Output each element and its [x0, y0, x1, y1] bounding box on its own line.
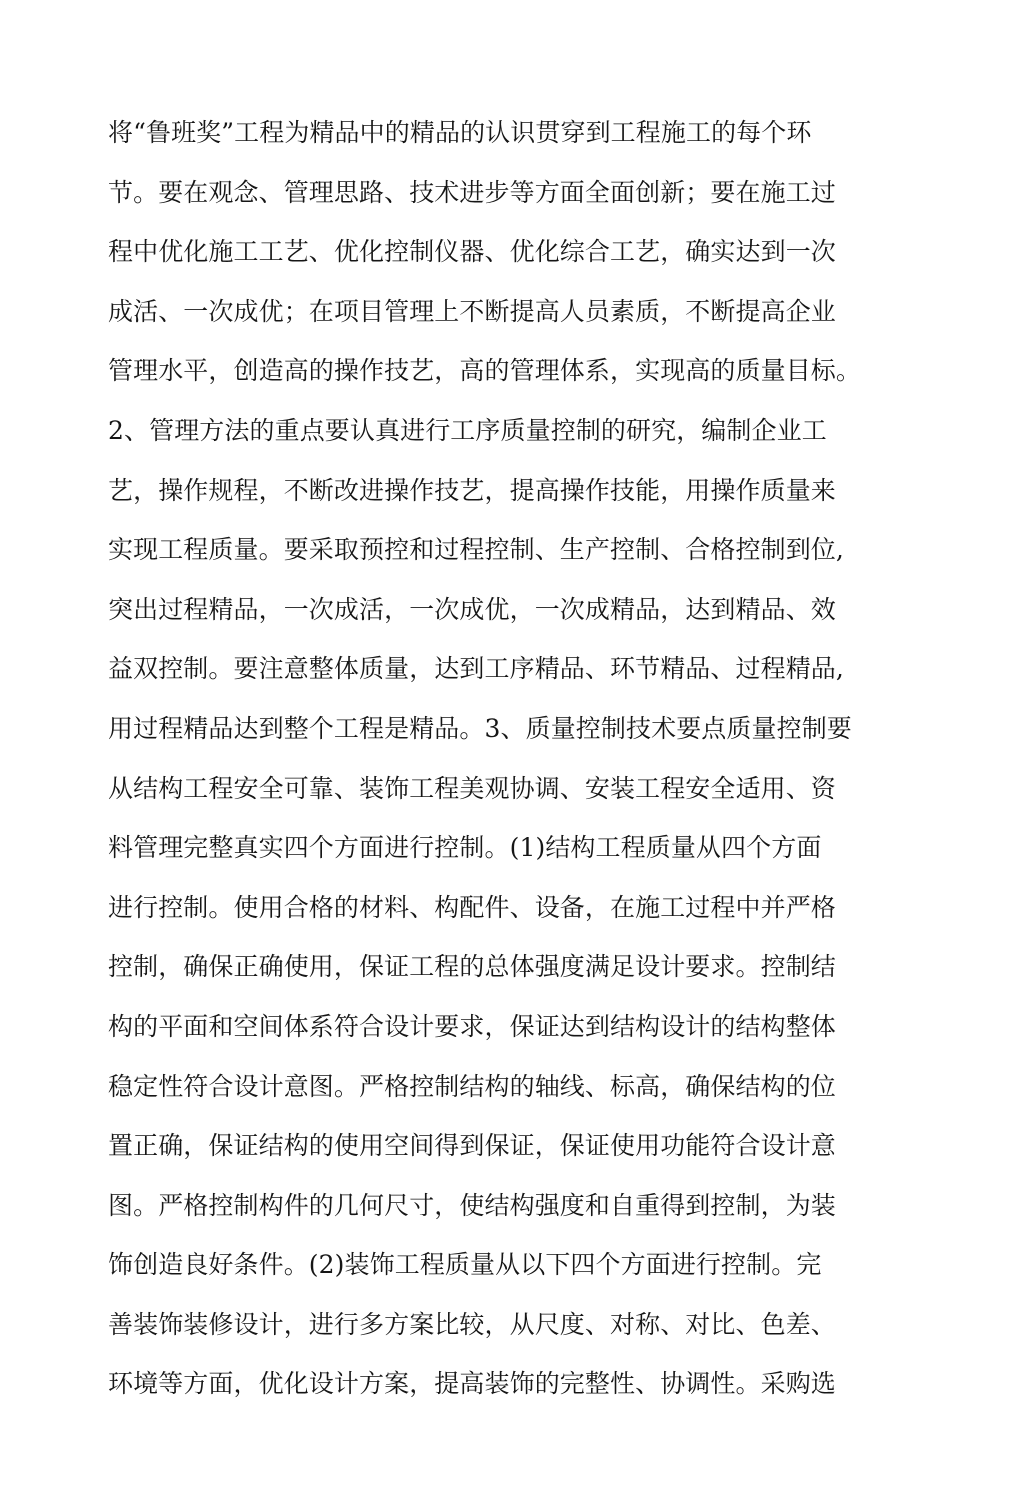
text-line: 从结构工程安全可靠、装饰工程美观协调、安装工程安全适用、资	[108, 773, 836, 803]
text-line: 成活、一次成优；在项目管理上不断提高人员素质，不断提高企业	[108, 296, 836, 326]
text-line: 突出过程精品，一次成活，一次成优，一次成精品，达到精品、效	[108, 594, 836, 624]
body-text	[108, 103, 908, 1414]
text-line: 程中优化施工工艺、优化控制仪器、优化综合工艺，确实达到一次	[108, 237, 836, 267]
text-line: 构的平面和空间体系符合设计要求，保证达到结构设计的结构整体	[108, 1011, 836, 1041]
text-line: 艺，操作规程，不断改进操作技艺，提高操作技能，用操作质量来	[108, 475, 836, 505]
text-line: 料管理完整真实四个方面进行控制。(1)结构工程质量从四个方面	[108, 833, 822, 863]
text-line: 稳定性符合设计意图。严格控制结构的轴线、标高，确保结构的位	[108, 1071, 836, 1101]
text-line: 图。严格控制构件的几何尺寸，使结构强度和自重得到控制，为装	[108, 1190, 836, 1220]
text-line: 用过程精品达到整个工程是精品。3、质量控制技术要点质量控制要	[108, 713, 852, 743]
text-line: 将“鲁班奖”工程为精品中的精品的认识贯穿到工程施工的每个环	[108, 118, 812, 147]
text-line: 饰创造良好条件。(2)装饰工程质量从以下四个方面进行控制。完	[108, 1250, 822, 1280]
text-line: 善装饰装修设计，进行多方案比较，从尺度、对称、对比、色差、	[108, 1309, 836, 1339]
text-line: 节。要在观念、管理思路、技术进步等方面全面创新；要在施工过	[108, 177, 836, 207]
text-line: 控制，确保正确使用，保证工程的总体强度满足设计要求。控制结	[108, 952, 836, 982]
text-line: 进行控制。使用合格的材料、构配件、设备，在施工过程中并严格	[108, 892, 836, 922]
text-line: 益双控制。要注意整体质量，达到工序精品、环节精品、过程精品,	[108, 654, 844, 684]
text-line: 置正确，保证结构的使用空间得到保证，保证使用功能符合设计意	[108, 1131, 836, 1161]
text-line: 环境等方面，优化设计方案，提高装饰的完整性、协调性。采购选	[108, 1369, 836, 1399]
text-line: 管理水平，创造高的操作技艺，高的管理体系，实现高的质量目标。	[108, 356, 862, 386]
text-line: 实现工程质量。要采取预控和过程控制、生产控制、合格控制到位,	[108, 535, 844, 565]
text-line: 2、管理方法的重点要认真进行工序质量控制的研究，编制企业工	[108, 415, 827, 445]
